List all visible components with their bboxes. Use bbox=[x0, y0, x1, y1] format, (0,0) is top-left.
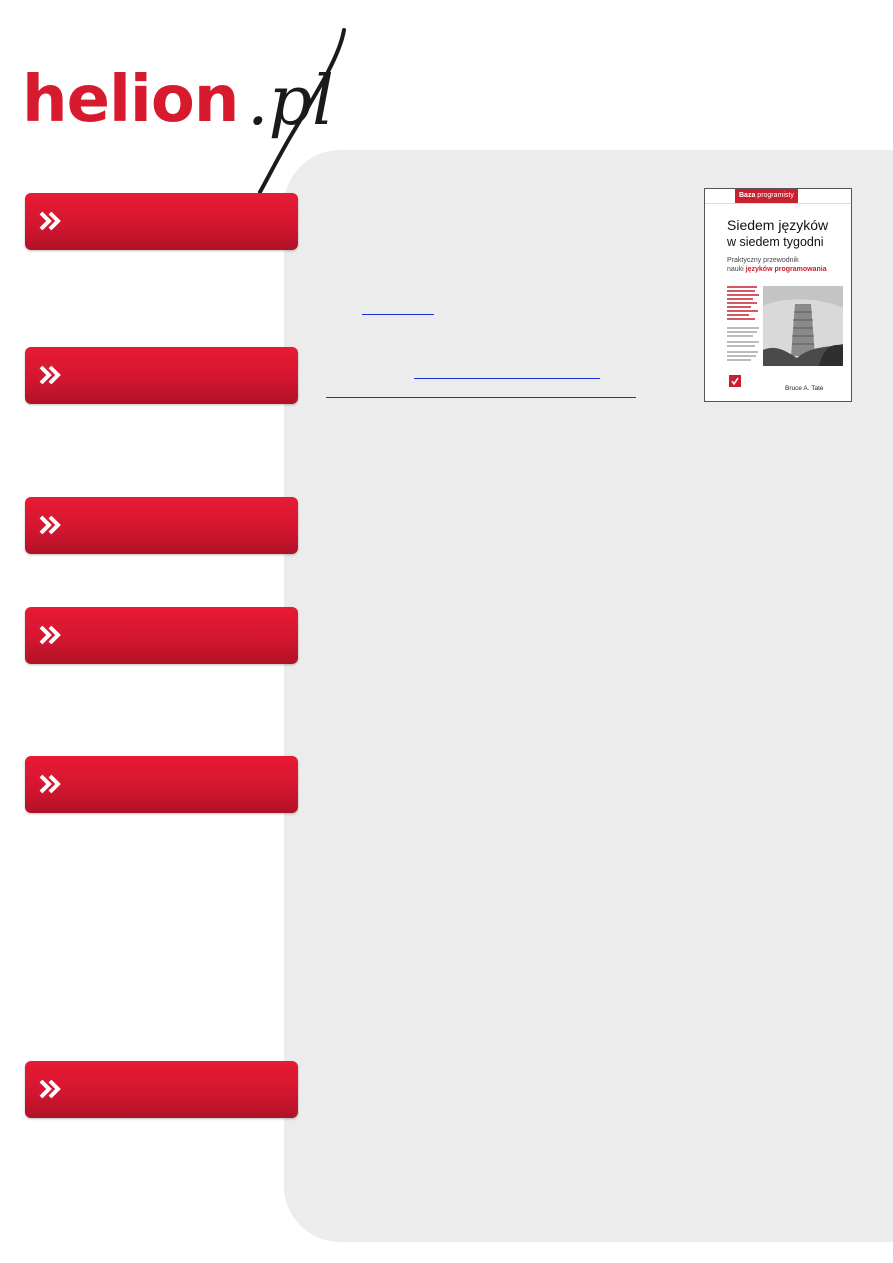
sidebar-tab-4[interactable] bbox=[25, 607, 298, 664]
cover-bullet-lines bbox=[727, 325, 761, 369]
cover-subtitle-bold: języków programowania bbox=[745, 266, 827, 273]
logo-brand-text: helion bbox=[22, 63, 239, 137]
double-chevron-right-icon bbox=[35, 205, 67, 237]
cover-series-badge bbox=[735, 189, 798, 203]
double-chevron-right-icon bbox=[35, 768, 67, 800]
sidebar-tab-5[interactable] bbox=[25, 756, 298, 813]
double-chevron-right-icon bbox=[35, 619, 67, 651]
sidebar-tab-3[interactable] bbox=[25, 497, 298, 554]
link-2[interactable] bbox=[414, 378, 600, 379]
link-1[interactable] bbox=[362, 314, 434, 315]
double-chevron-right-icon bbox=[35, 509, 67, 541]
cover-title-line2: w siedem tygodni bbox=[727, 235, 824, 249]
cover-blurb-lines bbox=[727, 285, 761, 321]
double-chevron-right-icon bbox=[35, 359, 67, 391]
sidebar-tab-1[interactable] bbox=[25, 193, 298, 250]
double-chevron-right-icon bbox=[35, 1073, 67, 1105]
cover-series-bold: Baza bbox=[739, 192, 756, 199]
book-cover[interactable] bbox=[704, 188, 852, 402]
sidebar-tab-6[interactable] bbox=[25, 1061, 298, 1118]
cover-title-line1: Siedem języków bbox=[727, 217, 829, 233]
sidebar-tab-2[interactable] bbox=[25, 347, 298, 404]
cover-subtitle-prefix: nauki bbox=[727, 266, 744, 273]
cover-author: Bruce A. Tate bbox=[785, 385, 824, 392]
cover-tower-of-babel-illustration bbox=[763, 286, 843, 366]
cover-subtitle-line2 bbox=[727, 266, 827, 273]
cover-series-light: programisty bbox=[757, 192, 794, 199]
logo-suffix-text: .pl bbox=[247, 62, 334, 141]
cover-subtitle-line1: Praktyczny przewodnik bbox=[727, 257, 799, 264]
link-3[interactable] bbox=[326, 397, 636, 398]
publisher-logo-icon bbox=[729, 375, 741, 387]
